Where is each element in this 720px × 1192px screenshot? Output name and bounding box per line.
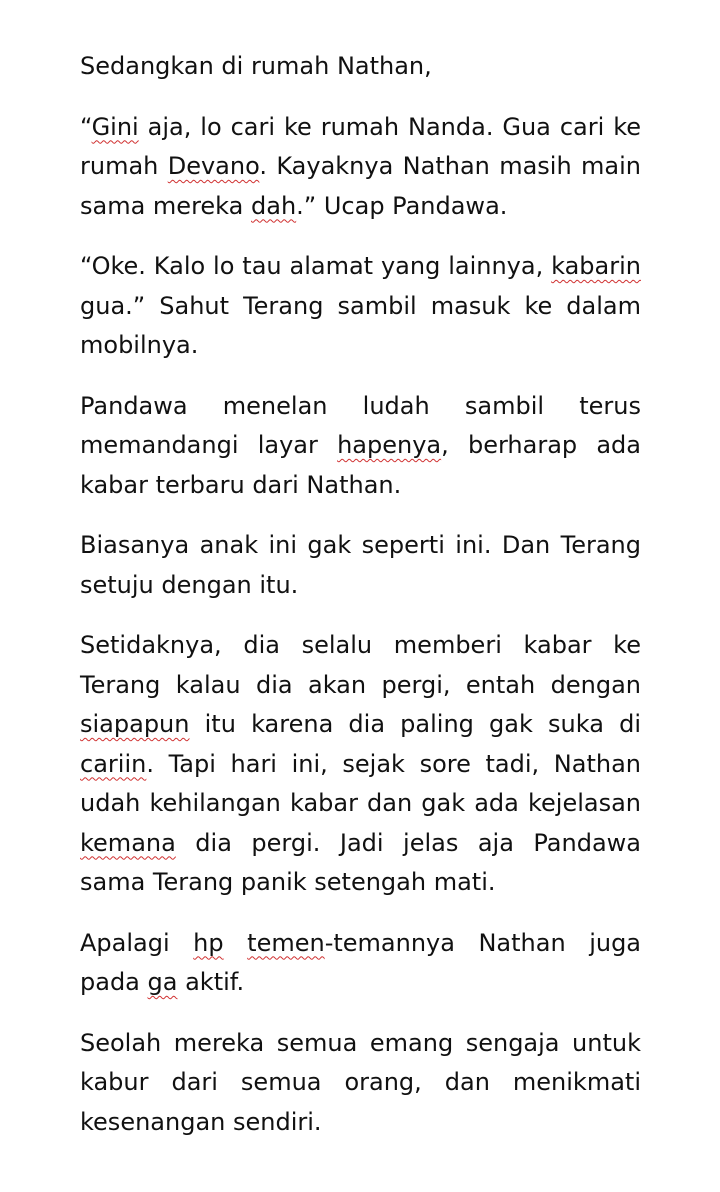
- text-run: Setidaknya, dia selalu memberi kabar ke Terang kalau dia akan pergi, entah dengan: [80, 631, 641, 699]
- text-run: Biasanya anak ini gak seperti ini. Dan Terang setuju dengan itu.: [80, 531, 641, 599]
- text-run: Seolah mereka semua emang sengaja untuk kabur dari semua orang, dan menikmati kesenangan sendiri.: [80, 1028, 641, 1136]
- paragraph: [80, 626, 641, 903]
- misspelled-word: dah: [251, 191, 297, 220]
- text-run: “: [80, 112, 92, 141]
- misspelled-word: Gini: [91, 112, 139, 141]
- paragraph: [80, 387, 641, 506]
- paragraph: [80, 1024, 641, 1143]
- misspelled-word: hp: [193, 928, 224, 957]
- text-run: . Tapi hari ini, sejak sore tadi, Nathan udah kehilangan kabar dan gak ada kejelasan: [80, 749, 641, 817]
- misspelled-word: cariin: [80, 749, 147, 778]
- paragraph: [80, 108, 641, 227]
- text-run: .” Ucap Pandawa.: [296, 191, 508, 220]
- paragraph: [80, 247, 641, 366]
- misspelled-word: kabarin: [551, 252, 641, 280]
- text-run: dia pergi. Jadi jelas aja Pandawa sama Terang panik setengah mati.: [80, 828, 641, 896]
- misspelled-word: kemana: [80, 828, 176, 857]
- misspelled-word: ga: [147, 968, 178, 996]
- text-run: “Oke. Kalo lo tau alamat yang lainnya,: [80, 252, 552, 280]
- misspelled-word: siapapun: [80, 710, 190, 738]
- text-run: -temannya Nathan juga pada: [80, 928, 642, 996]
- paragraph: [80, 47, 641, 87]
- text-run: . Kayaknya Nathan masih main sama mereka: [80, 152, 641, 220]
- misspelled-word: temen: [247, 928, 325, 957]
- text-run: aktif.: [177, 968, 245, 996]
- text-run: aja, lo cari ke rumah Nanda. Gua cari ke rumah: [80, 112, 641, 180]
- text-run: Sedangkan di rumah Nathan,: [80, 52, 432, 80]
- text-run: [224, 929, 248, 957]
- text-run: itu karena dia paling gak suka di: [189, 710, 641, 738]
- misspelled-word: Devano: [167, 152, 260, 180]
- paragraph: [80, 526, 641, 605]
- text-run: , berharap ada kabar terbaru dari Nathan.: [80, 431, 641, 499]
- text-run: Apalagi: [80, 928, 194, 957]
- document-page: [80, 47, 641, 1163]
- misspelled-word: hapenya: [337, 431, 442, 459]
- text-run: Pandawa menelan ludah sambil terus memandangi layar: [80, 391, 641, 459]
- paragraph: [80, 924, 641, 1003]
- text-run: gua.” Sahut Terang sambil masuk ke dalam mobilnya.: [80, 291, 641, 359]
